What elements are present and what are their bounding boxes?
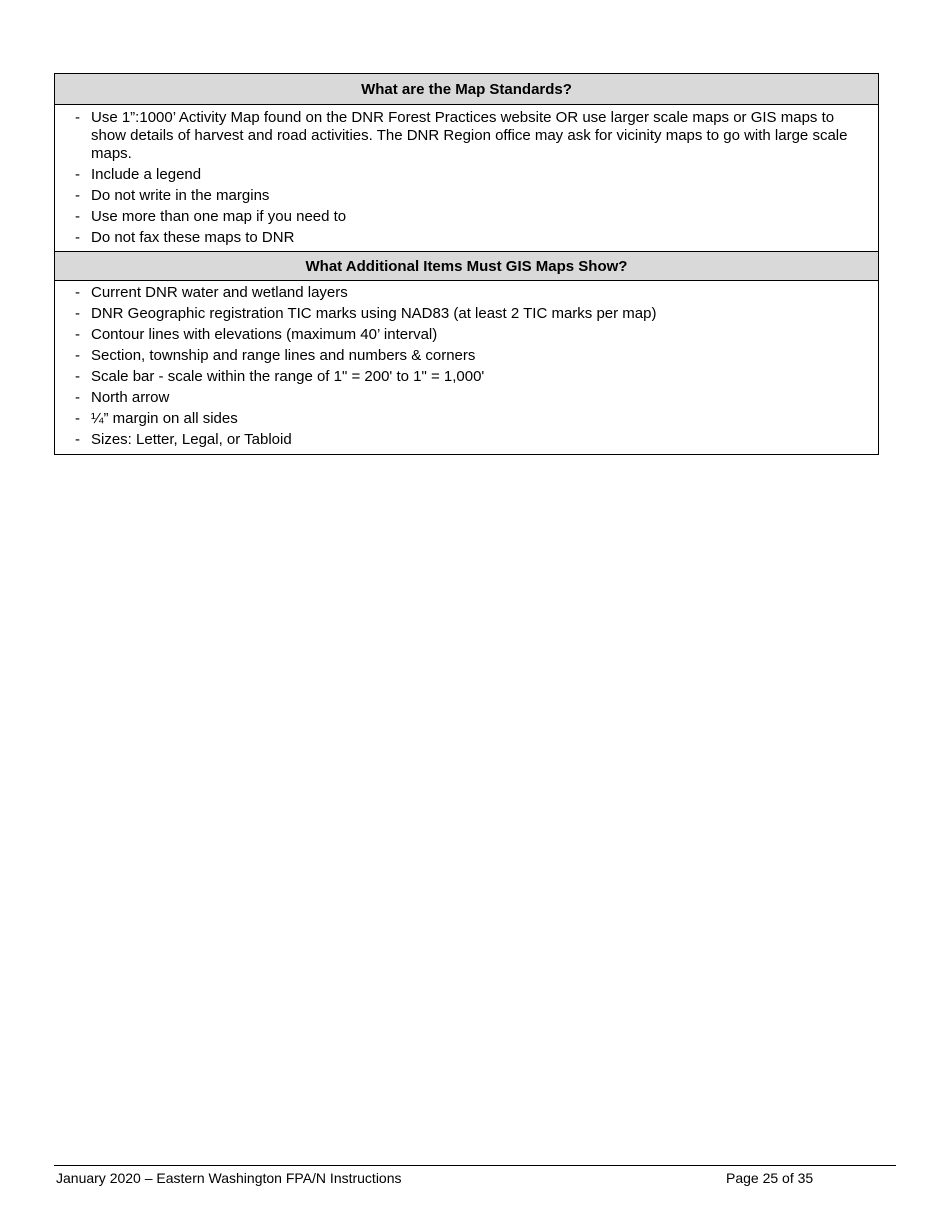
- list-item: [75, 347, 862, 365]
- list-item-text: Do not fax these maps to DNR: [91, 229, 295, 246]
- bullet-dash: -: [75, 305, 80, 322]
- bullet-dash: -: [75, 109, 80, 126]
- list-item: [75, 326, 862, 344]
- bullet-dash: -: [75, 410, 80, 427]
- list-item-text: Current DNR water and wetland layers: [91, 284, 348, 301]
- bullet-dash: -: [75, 284, 80, 301]
- list-item: [75, 431, 862, 449]
- list-item-text: North arrow: [91, 389, 170, 406]
- list-item: [75, 410, 862, 428]
- list-item-text: DNR Geographic registration TIC marks using NAD83 (at least 2 TIC marks per map): [91, 305, 657, 322]
- bullet-dash: -: [75, 326, 80, 343]
- map-standards-heading: What are the Map Standards?: [55, 74, 878, 105]
- list-item-text: ¼” margin on all sides: [91, 410, 238, 427]
- list-item: [75, 166, 862, 184]
- map-standards-table: [54, 73, 879, 455]
- list-item-text: Contour lines with elevations (maximum 40’ interval): [91, 326, 438, 343]
- footer-page-number: Page 25 of 35: [726, 1170, 814, 1186]
- page-footer: [54, 1165, 896, 1186]
- list-item: [75, 284, 862, 302]
- gis-maps-list: [55, 281, 878, 454]
- bullet-dash: -: [75, 347, 80, 364]
- list-item: [75, 305, 862, 323]
- list-item: [75, 229, 862, 247]
- list-item-text: Scale bar - scale within the range of 1" = 200' to 1" = 1,000': [91, 368, 485, 385]
- map-standards-list: [55, 105, 878, 251]
- list-item: [75, 368, 862, 386]
- list-item-text: Section, township and range lines and numbers & corners: [91, 347, 476, 364]
- gis-maps-heading: What Additional Items Must GIS Maps Show?: [55, 251, 878, 281]
- list-item-text: Use 1”:1000’ Activity Map found on the DNR Forest Practices website OR use larger scale maps or GIS maps to show details of harvest and road activities. The DNR Region office may ask for vicinity maps to go with large scale maps.: [91, 109, 848, 162]
- bullet-dash: -: [75, 368, 80, 385]
- bullet-dash: -: [75, 166, 80, 183]
- bullet-dash: -: [75, 187, 80, 204]
- list-item-text: Use more than one map if you need to: [91, 208, 347, 225]
- bullet-dash: -: [75, 431, 80, 448]
- list-item: [75, 389, 862, 407]
- bullet-dash: -: [75, 229, 80, 246]
- list-item: [75, 208, 862, 226]
- list-item-text: Include a legend: [91, 166, 202, 183]
- bullet-dash: -: [75, 208, 80, 225]
- bullet-dash: -: [75, 389, 80, 406]
- list-item: [75, 109, 862, 163]
- list-item-text: Sizes: Letter, Legal, or Tabloid: [91, 431, 292, 448]
- list-item: [75, 187, 862, 205]
- list-item-text: Do not write in the margins: [91, 187, 270, 204]
- footer-document-title: January 2020 – Eastern Washington FPA/N Instructions: [56, 1170, 402, 1186]
